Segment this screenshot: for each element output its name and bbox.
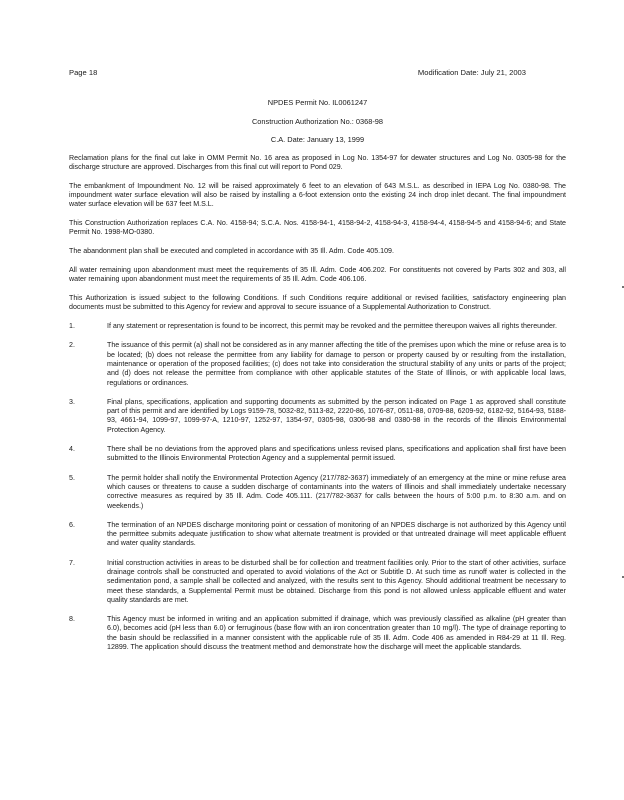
condition-item — [69, 445, 566, 464]
condition-number: 1. — [69, 322, 75, 331]
title-block — [69, 98, 566, 144]
condition-text: If any statement or representation is found to be incorrect, this permit may be revoked and the permittee thereupon waives all rights thereunder. — [107, 322, 557, 331]
condition-number: 4. — [69, 445, 75, 454]
paragraph-water-remaining: All water remaining upon abandonment must meet the requirements of 35 Ill. Adm. Code 406.202. For constituents not covered by Parts 302 and 303, all water remaining upon abandonment must meet the requirements of 35 Ill. Adm. Code 406.106. — [69, 265, 566, 284]
condition-number: 2. — [69, 341, 75, 350]
condition-item — [69, 615, 566, 652]
condition-item — [69, 398, 566, 435]
condition-item — [69, 474, 566, 511]
condition-text: The permit holder shall notify the Environmental Protection Agency (217/782-3637) immediately of an emergency at the mine or mine refuse area which causes or threatens to cause a sudden discharge of contaminants into the waters of Illinois and shall immediately undertake necessary corrective measures as required by 35 Ill. Adm. Code 405.111. (217/782-3637 for calls between the hours of 5:00 p.m. to 8:30 a.m. and on weekends.) — [107, 473, 566, 510]
condition-item — [69, 521, 566, 549]
condition-item — [69, 322, 566, 331]
modification-date: Modification Date: July 21, 2003 — [417, 68, 526, 77]
paragraph-replaces: This Construction Authorization replaces C.A. No. 4158-94; S.C.A. Nos. 4158-94-1, 4158-94-2, 4158-94-3, 4158-94-4, 4158-94-5 and 4158-94-6; and State Permit No. 1998-MO-0380. — [69, 218, 566, 237]
paragraph-conditions-intro: This Authorization is issued subject to the following Conditions. If such Conditions require additional or revised facilities, satisfactory engineering plan documents must be submitted to this Agency for review and approval to secure issuance of a Supplemental Authorization to Construct. — [69, 293, 566, 312]
paragraph-embankment: The embankment of Impoundment No. 12 will be raised approximately 6 feet to an elevation of 643 M.S.L. as described in IEPA Log No. 0380-98. The impoundment water surface elevation will also be raised by installing a 6-foot extension onto the existing 24 inch drop inlet decant. The final impoundment water surface elevation will be 637 feet M.S.L. — [69, 181, 566, 209]
page-number: Page 18 — [69, 68, 98, 77]
condition-number: 7. — [69, 558, 75, 567]
condition-text: The issuance of this permit (a) shall not be considered as in any manner affecting the title of the premises upon which the mine or refuse area is to be located; (b) does not release the permittee from any liability for damage to person or property caused by or resulting from the installation, maintenance or operation of the proposed facilities; (c) does not take into consideration the structural stability of any units or parts of the project; and (d) does not release the permittee from compliance with other applicable statutes of the State of Illinois, or with applicable local laws, regulations or ordinances. — [107, 341, 566, 387]
condition-text: Initial construction activities in areas to be disturbed shall be for collection and treatment facilities only. Prior to the start of other activities, surface drainage controls shall be constructed and operated to avoid violations of the Act or Subtitle D. At such time as runoff water is collected in the sedimentation pond, a sample shall be collected and analyzed, with the results sent to this Agency. Should additional treatment be necessary to meet these standards, a Supplemental Permit must be obtained. Discharge from this pond is not allowed unless applicable effluent and water quality standards are met. — [107, 558, 566, 604]
construction-authorization-number: Construction Authorization No.: 0368-98 — [251, 116, 384, 126]
paragraph-abandonment-plan: The abandonment plan shall be executed and completed in accordance with 35 Ill. Adm. Code 405.109. — [69, 247, 394, 256]
paragraph-reclamation-plans: Reclamation plans for the final cut lake in OMM Permit No. 16 area as proposed in Log No. 1354-97 for dewater structures and Log No. 0305-98 for the discharge structure are approved. Discharges from this final cut will report to Pond 029. — [69, 153, 566, 171]
condition-text: Final plans, specifications, application and supporting documents as submitted by the person indicated on Page 1 as approved shall constitute part of this permit and are identified by Logs 9159-78, 5032-82, 5113-82, 2220-86, 1076-87, 0511-88, 0709-88, 6209-92, 6182-92, 5164-93, 5188-93, 4661-94, 1099-97, 1099-97-A, 1210-97, 1252-97, 1354-97, 0305-98, 0306-98 and 0380-98 in the records of the Illinois Environmental Protection Agency. — [107, 397, 566, 434]
permit-number: NPDES Permit No. IL0061247 — [267, 98, 368, 107]
condition-text: The termination of an NPDES discharge monitoring point or cessation of monitoring of an NPDES discharge is not authorized by this Agency until the permittee submits adequate justification to show what alternate treatment is provided or that untreated drainage will meet applicable effluent and water quality standards. — [107, 520, 566, 548]
ca-date: C.A. Date: January 13, 1999 — [270, 135, 365, 144]
condition-item — [69, 341, 566, 387]
condition-number: 3. — [69, 397, 75, 406]
condition-number: 5. — [69, 473, 75, 482]
condition-number: 8. — [69, 615, 75, 624]
page-header — [69, 68, 566, 80]
condition-item — [69, 559, 566, 605]
condition-number: 6. — [69, 520, 75, 529]
condition-text: This Agency must be informed in writing and an application submitted if drainage, which was previously classified as alkaline (pH greater than 6.0), becomes acid (pH less than 6.0) or ferruginous (base flow with an iron concentration greater than 10 mg/l). The type of drainage reporting to the basin should be reclassified in a manner consistent with the applicable rule of 35 Ill. Adm. Code 406 as amended in R84-29 at 11 Ill. Reg. 12899. The application should discuss the treatment method and demonstrate how the discharge will meet the applicable standards. — [107, 615, 566, 652]
condition-text: There shall be no deviations from the approved plans and specifications unless revised plans, specifications and application shall first have been submitted to the Illinois Environmental Protection Agency and a supplemental permit issued. — [107, 445, 566, 463]
